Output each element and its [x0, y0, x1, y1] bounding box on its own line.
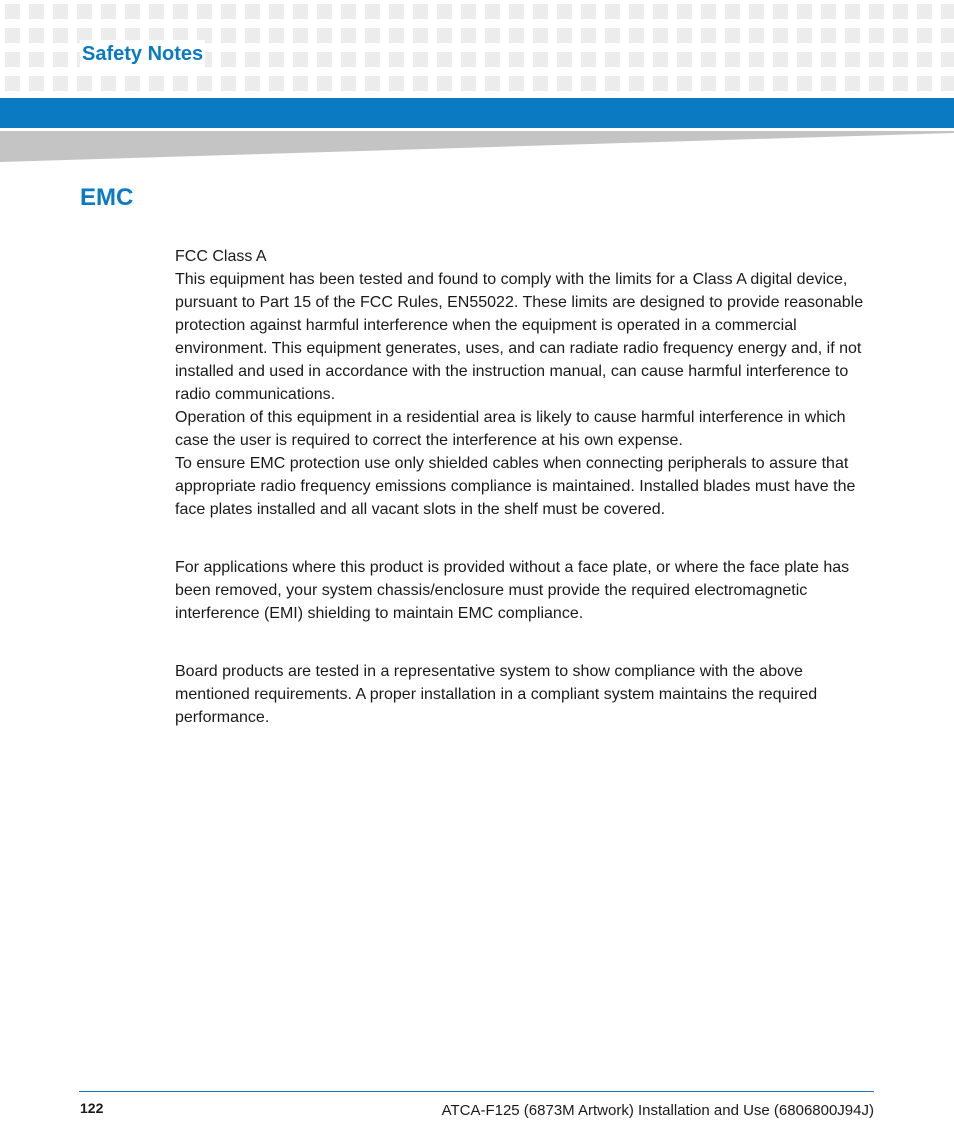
- paragraph-shielded-cables: To ensure EMC protection use only shielded cables when connecting peripherals to assure that appropriate radio frequency emissions compliance is maintained. Installed blades must have the face plates installed and all vacant slots in the shelf must be covered.: [175, 455, 856, 518]
- paragraph-fcc-compliance: This equipment has been tested and found to comply with the limits for a Class A digital device, pursuant to Part 15 of the FCC Rules, EN55022. These limits are designed to provide reasonable protection against harmful interference when the equipment is operated in a commercial environment. This equipment generates, uses, and can radiate radio frequency energy and, if not installed and used in accordance with the instruction manual, can cause harmful interference to radio communications.: [175, 271, 864, 403]
- page-number: 122: [80, 1100, 104, 1116]
- header-blue-band: [0, 98, 954, 128]
- paragraph-residential-operation: Operation of this equipment in a residential area is likely to cause harmful interference in which case the user is required to correct the interference at his own expense.: [175, 409, 846, 449]
- footer-rule: [79, 1091, 874, 1092]
- document-title: ATCA-F125 (6873M Artwork) Installation and Use (6806800J94J): [441, 1102, 874, 1119]
- chapter-title: Safety Notes: [80, 40, 205, 68]
- header-gray-wedge: [0, 131, 954, 163]
- section-title: EMC: [80, 184, 134, 211]
- paragraph-face-plate: For applications where this product is provided without a face plate, or where the face plate has been removed, your system chassis/enclosure must provide the required electromagnetic interference (EMI) shielding to maintain EMC compliance.: [175, 559, 850, 622]
- paragraph-fcc-heading: FCC Class A: [175, 248, 267, 265]
- paragraph-board-products: Board products are tested in a representative system to show compliance with the above mentioned requirements. A proper installation in a compliant system maintains the required performance.: [175, 663, 818, 726]
- body-text: [175, 245, 875, 729]
